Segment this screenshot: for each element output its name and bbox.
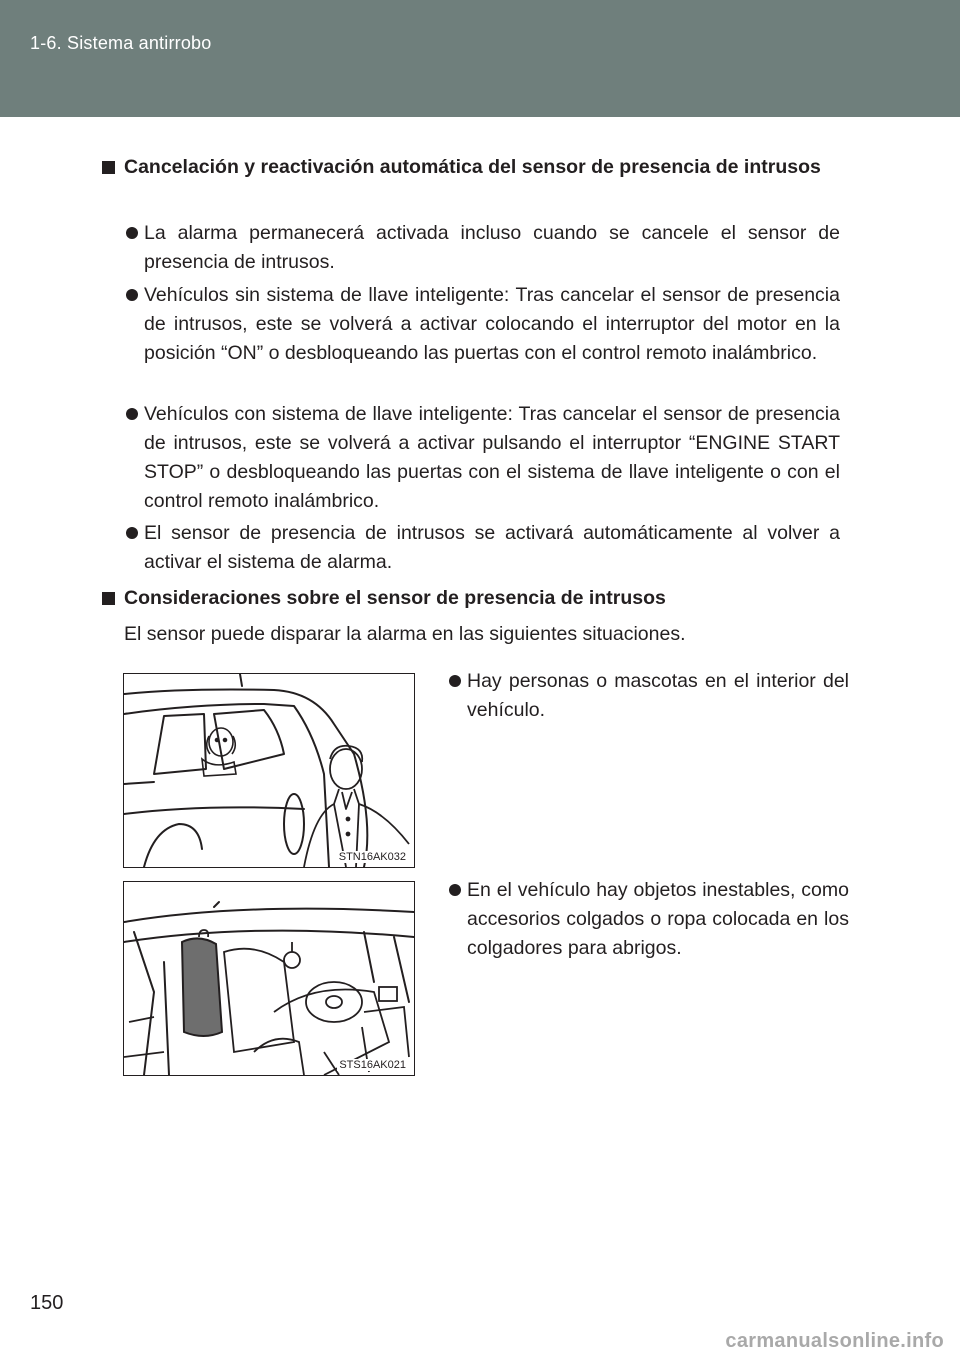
bullet-item: Vehículos sin sistema de llave inteligente: Tras cancelar el sensor de presencia de intrusos, este se volverá a activar colocando el interruptor del motor en la posición “ON” o desbloqueando las puertas con el control remoto inalámbrico. — [126, 281, 840, 368]
figure-code: STN16AK032 — [338, 851, 406, 863]
square-bullet-icon — [102, 592, 115, 605]
square-bullet-icon — [102, 161, 115, 174]
car-with-dog-illustration — [124, 674, 414, 867]
round-bullet-icon — [449, 675, 461, 687]
bullet-item: Hay personas o mascotas en el interior del vehículo. — [449, 667, 849, 725]
car-interior-illustration — [124, 882, 414, 1075]
bullet-item: La alarma permanecerá activada incluso cuando se cancele el sensor de presencia de intrusos. — [126, 219, 840, 277]
figure-interior-objects — [123, 881, 415, 1076]
figure-pet-and-person — [123, 673, 415, 868]
intro-text: El sensor puede disparar la alarma en las siguientes situaciones. — [124, 623, 686, 645]
round-bullet-icon — [126, 408, 138, 420]
round-bullet-icon — [126, 527, 138, 539]
section-header-bar — [0, 0, 960, 117]
round-bullet-icon — [449, 884, 461, 896]
round-bullet-icon — [126, 227, 138, 239]
bullet-item: El sensor de presencia de intrusos se activará automáticamente al volver a activar el sistema de alarma. — [126, 519, 840, 577]
bullet-item: Vehículos con sistema de llave inteligente: Tras cancelar el sensor de presencia de intrusos, este se volverá a activar pulsando el interruptor “ENGINE START STOP” o desbloqueando las puertas con el sistema de llave inteligente o con el control remoto inalámbrico. — [126, 400, 840, 516]
bullet-item: En el vehículo hay objetos inestables, como accesorios colgados o ropa colocada en los colgadores para abrigos. — [449, 876, 849, 963]
watermark: carmanualsonline.info — [725, 1330, 944, 1352]
figure-code: STS16AK021 — [339, 1059, 406, 1071]
heading-consideraciones: Consideraciones sobre el sensor de presencia de intrusos — [102, 584, 854, 613]
section-title: 1-6. Sistema antirrobo — [30, 33, 212, 53]
heading-cancelacion: Cancelación y reactivación automática del sensor de presencia de intrusos — [102, 153, 854, 182]
round-bullet-icon — [126, 289, 138, 301]
page-number: 150 — [30, 1292, 64, 1314]
